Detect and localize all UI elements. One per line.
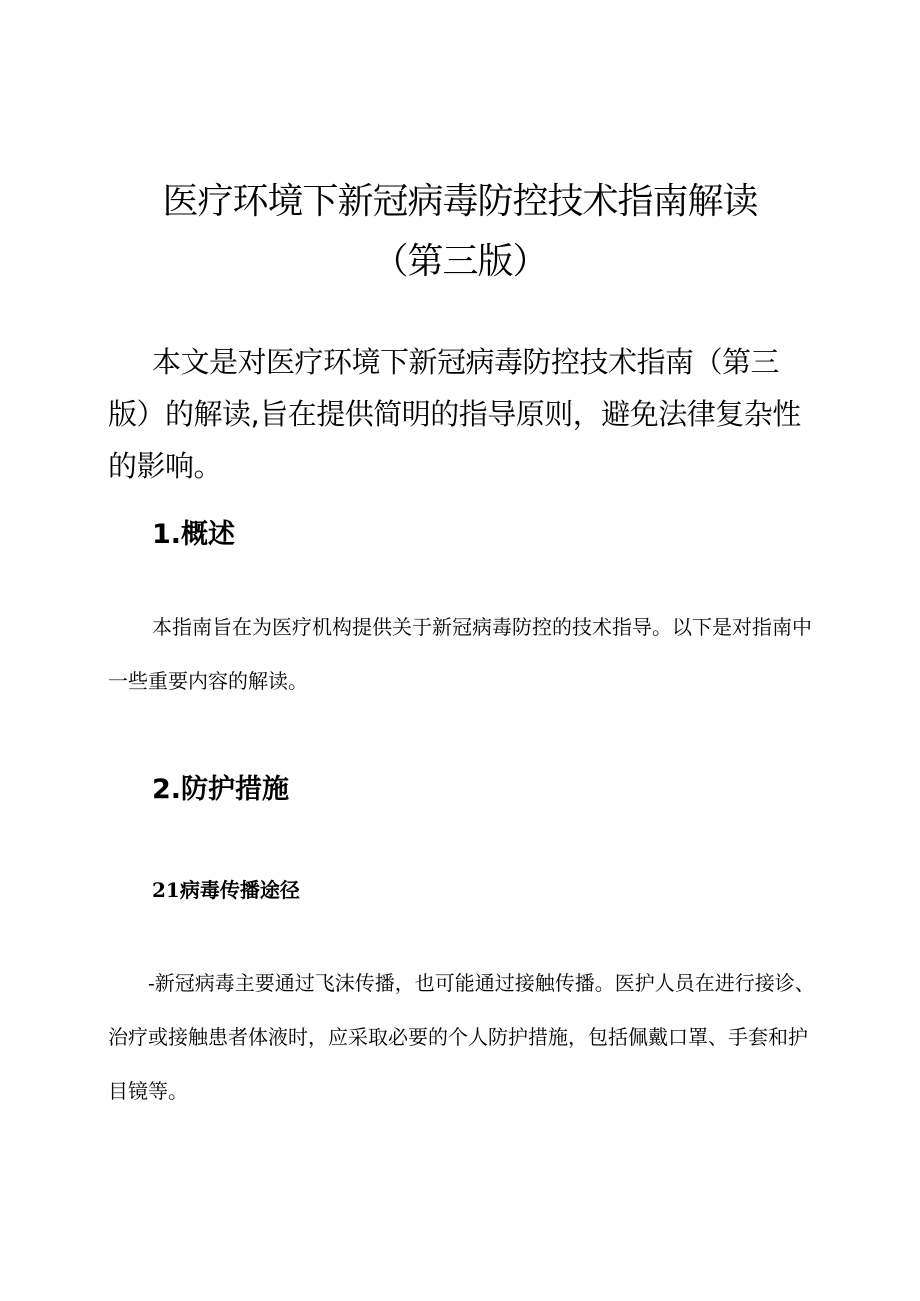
section-paragraph-transmission: -新冠病毒主要通过飞沫传播，也可能通过接触传播。医护人员在进行接诊、治疗或接触患者体液时，应采取必要的个人防护措施，包括佩戴口罩、手套和护目镜等。 [108,971,815,1103]
section-heading-protection: 2.防护措施 [152,774,290,805]
section-paragraph-overview: 本指南旨在为医疗机构提供关于新冠病毒防控的技术指导。以下是对指南中一些重要内容的解读。 [108,615,812,693]
document-title-edition: （第三版） [372,241,548,282]
section-heading-overview: 1.概述 [152,519,236,550]
subsection-heading-transmission: 21病毒传播途径 [152,878,300,902]
document-title: 医疗环境下新冠病毒防控技术指南解读 [162,181,758,222]
intro-paragraph: 本文是对医疗环境下新冠病毒防控技术指南（第三版）的解读,旨在提供简明的指导原则，避免法律复杂性的影响。 [108,345,801,483]
